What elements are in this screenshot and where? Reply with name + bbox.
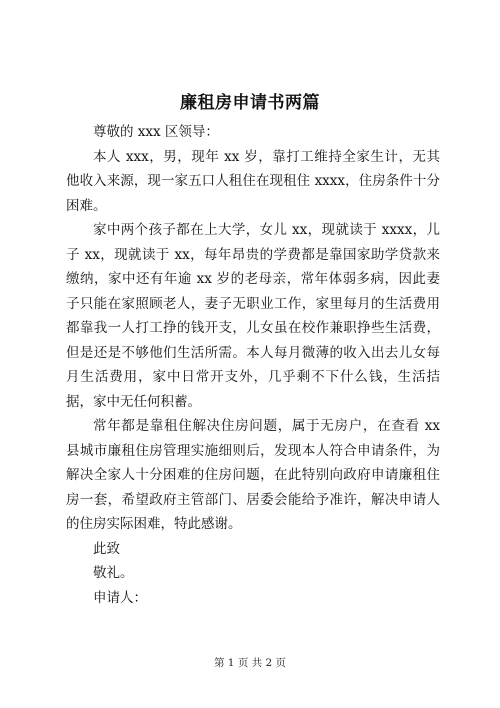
page-footer: 第 1 页 共 2 页 [213,657,287,669]
applicant-label: 申请人： [93,589,147,606]
paragraph-1: 本人 xxx，男，现年 xx 岁，靠打工维持全家生计，无其他收入来源，现一家五口人租住在现租住 xxxx，住房条件十分困难。 [66,148,440,214]
salutation: 尊敬的 xxx 区领导： [93,124,219,140]
document-title: 廉租房申请书两篇 [180,93,320,113]
paragraph-3: 常年都是靠租住解决住房问题，属于无房户，在查看 xx 县城市廉租住房管理实施细则后，发现本人符合申请条件，为解决全家人十分困难的住房问题，在此特别向政府申请廉租住房一套，希望政府主管部门、居委会能给予准许，解决申请人的住房实际困难，特此感谢。 [66,418,440,532]
closing-regards: 敬礼。 [93,565,134,581]
paragraph-2: 家中两个孩子都在上大学，女儿 xx，现就读于 xxxx，儿子 xx，现就读于 xx，每年昂贵的学费都是靠国家助学贷款来缴纳，家中还有年逾 xx 岁的老母亲，常年体弱多病，因此妻子只能在家照顾老人，妻子无职业工作，家里每月的生活费用都靠我一人打工挣的钱开支，儿女虽在校作兼职挣些生活费，但是还是不够他们生活所需。本人每月微薄的收入出去儿女每月生活费用，家中日常开支外，几乎剩不下什么钱，生活拮据，家中无任何积蓄。 [66,222,440,410]
document-body [66,120,440,610]
closing-salute: 此致 [93,540,120,557]
